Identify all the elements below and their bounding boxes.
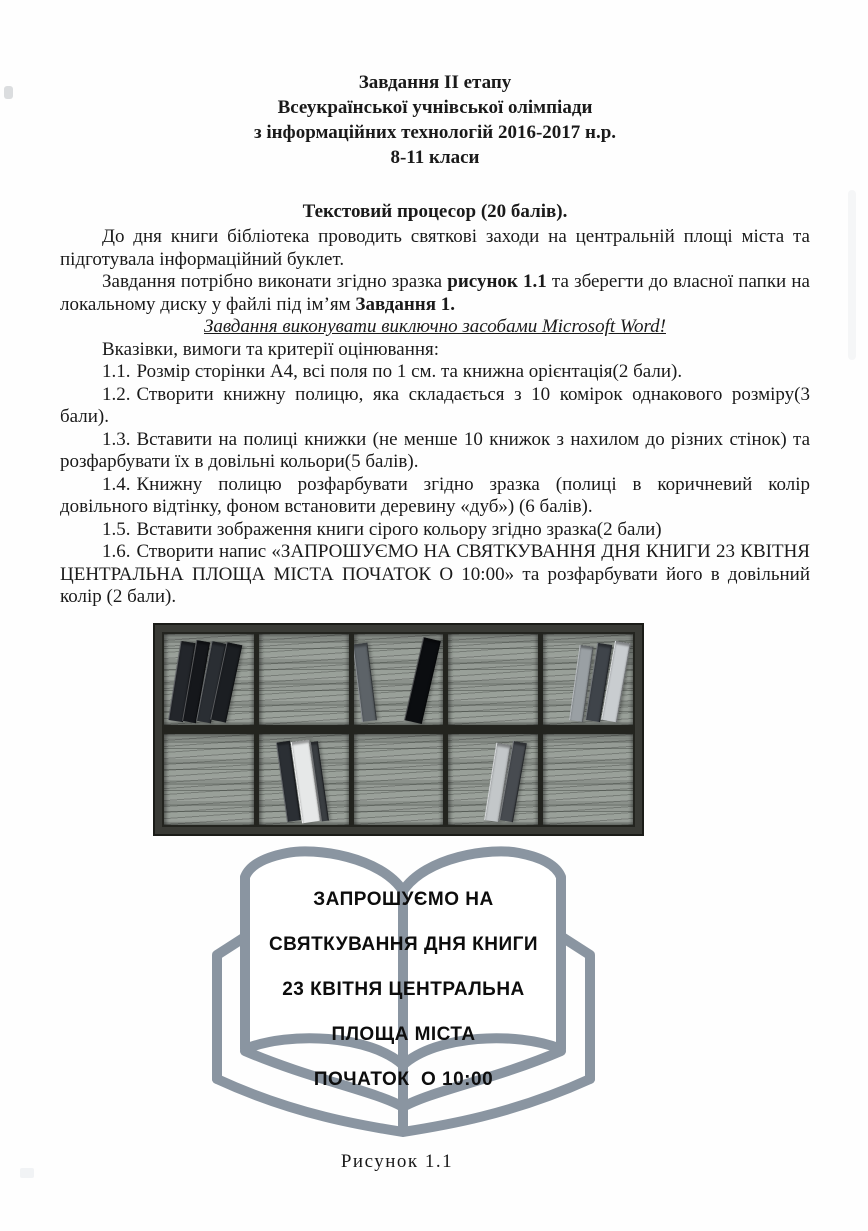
criteria-item-1 [60, 361, 810, 384]
item-text: Вставити на полиці книжки (не менше 10 книжок з нахилом до різних стінок) та розфарбувати їх в довільні кольори(5 балів). [60, 428, 810, 472]
invitation-line-5: ПОЧАТОК О 10:00 [313, 1068, 494, 1090]
criteria-item-5 [60, 519, 810, 542]
criteria-item-2 [60, 384, 810, 429]
paragraph-task [60, 271, 810, 316]
title-line-4: 8-11 класи [390, 147, 480, 168]
paragraph-criteria: Вказівки, вимоги та критерії оцінювання: [102, 338, 440, 360]
shelf-cell [164, 634, 254, 725]
open-book-image [195, 841, 612, 1138]
invitation-text [195, 877, 612, 1102]
figure-caption: Рисунок 1.1 [340, 1150, 454, 1172]
shelf-cell [543, 634, 633, 725]
title-line-3: з інформаційних технологій 2016-2017 н.р. [253, 122, 617, 143]
item-number: 1.4. [102, 473, 131, 495]
item-number: 1.5. [102, 518, 131, 540]
paragraph-task-text: та зберегти до власної папки на локальному диску у файлі під ім’ям [60, 271, 810, 315]
criteria-item-3 [60, 429, 810, 474]
file-name: Завдання 1. [355, 293, 456, 315]
shelf-cell [448, 734, 538, 825]
shelf-cell [164, 734, 254, 825]
title-line-2: Всеукраїнської учнівської олімпіади [277, 97, 593, 118]
shelf-cell [259, 734, 349, 825]
criteria-item-4 [60, 474, 810, 519]
bookshelf-grid [162, 632, 635, 827]
warning-text: Завдання виконувати виключно засобами Microsoft Word! [204, 316, 666, 337]
item-text: Створити напис «ЗАПРОШУЄМО НА СВЯТКУВАННЯ ДНЯ КНИГИ 23 КВІТНЯ ЦЕНТРАЛЬНА ПЛОЩА МІСТА ПОЧАТОК О 10:00» та розфарбувати його в довільний колір (2 бали). [60, 541, 810, 607]
item-number: 1.2. [102, 383, 131, 405]
invitation-line-3: 23 КВІТНЯ ЦЕНТРАЛЬНА [282, 978, 525, 1000]
item-number: 1.1. [102, 361, 131, 382]
bookshelf-image [155, 625, 642, 834]
item-text: Створити книжну полицю, яка складається з 10 комірок однакового розміру(3 бали). [60, 383, 810, 427]
shelf-cell [448, 634, 538, 725]
criteria-item-6 [60, 541, 810, 609]
scan-artifact [4, 86, 13, 99]
invitation-line-2: СВЯТКУВАННЯ ДНЯ КНИГИ [268, 933, 539, 955]
shelf-cell [354, 734, 444, 825]
paragraph-intro: До дня книги бібліотека проводить святкові заходи на центральній площі міста та підготувала інформаційний буклет. [60, 226, 810, 270]
item-text: Книжну полицю розфарбувати згідно зразка (полиці в коричневий колір довільного відтінку, фоном встановити деревину «дуб») (6 балів). [60, 473, 810, 517]
book-spine [404, 637, 441, 724]
shelf-cell [354, 634, 444, 725]
title-line-1: Завдання II етапу [358, 72, 512, 93]
item-number: 1.3. [102, 428, 131, 450]
item-text: Розмір сторінки А4, всі поля по 1 см. та книжна орієнтація(2 бали). [136, 361, 683, 382]
invitation-line-4: ПЛОЩА МІСТА [331, 1023, 476, 1045]
paragraph-warning [60, 316, 810, 339]
shelf-cell [259, 634, 349, 725]
item-number: 1.6. [102, 541, 131, 562]
document-header [60, 70, 810, 170]
section-heading: Текстовий процесор (20 балів). [302, 201, 568, 222]
book-spine [354, 643, 377, 722]
figure-reference: рисунок 1.1 [447, 271, 547, 292]
item-text: Вставити зображення книги сірого кольору згідно зразка(2 бали) [136, 518, 662, 540]
scan-artifact [848, 190, 856, 360]
invitation-line-1: ЗАПРОШУЄМО НА [313, 888, 494, 910]
shelf-cell [543, 734, 633, 825]
paragraph-task-text: Завдання потрібно виконати згідно зразка [102, 271, 448, 292]
